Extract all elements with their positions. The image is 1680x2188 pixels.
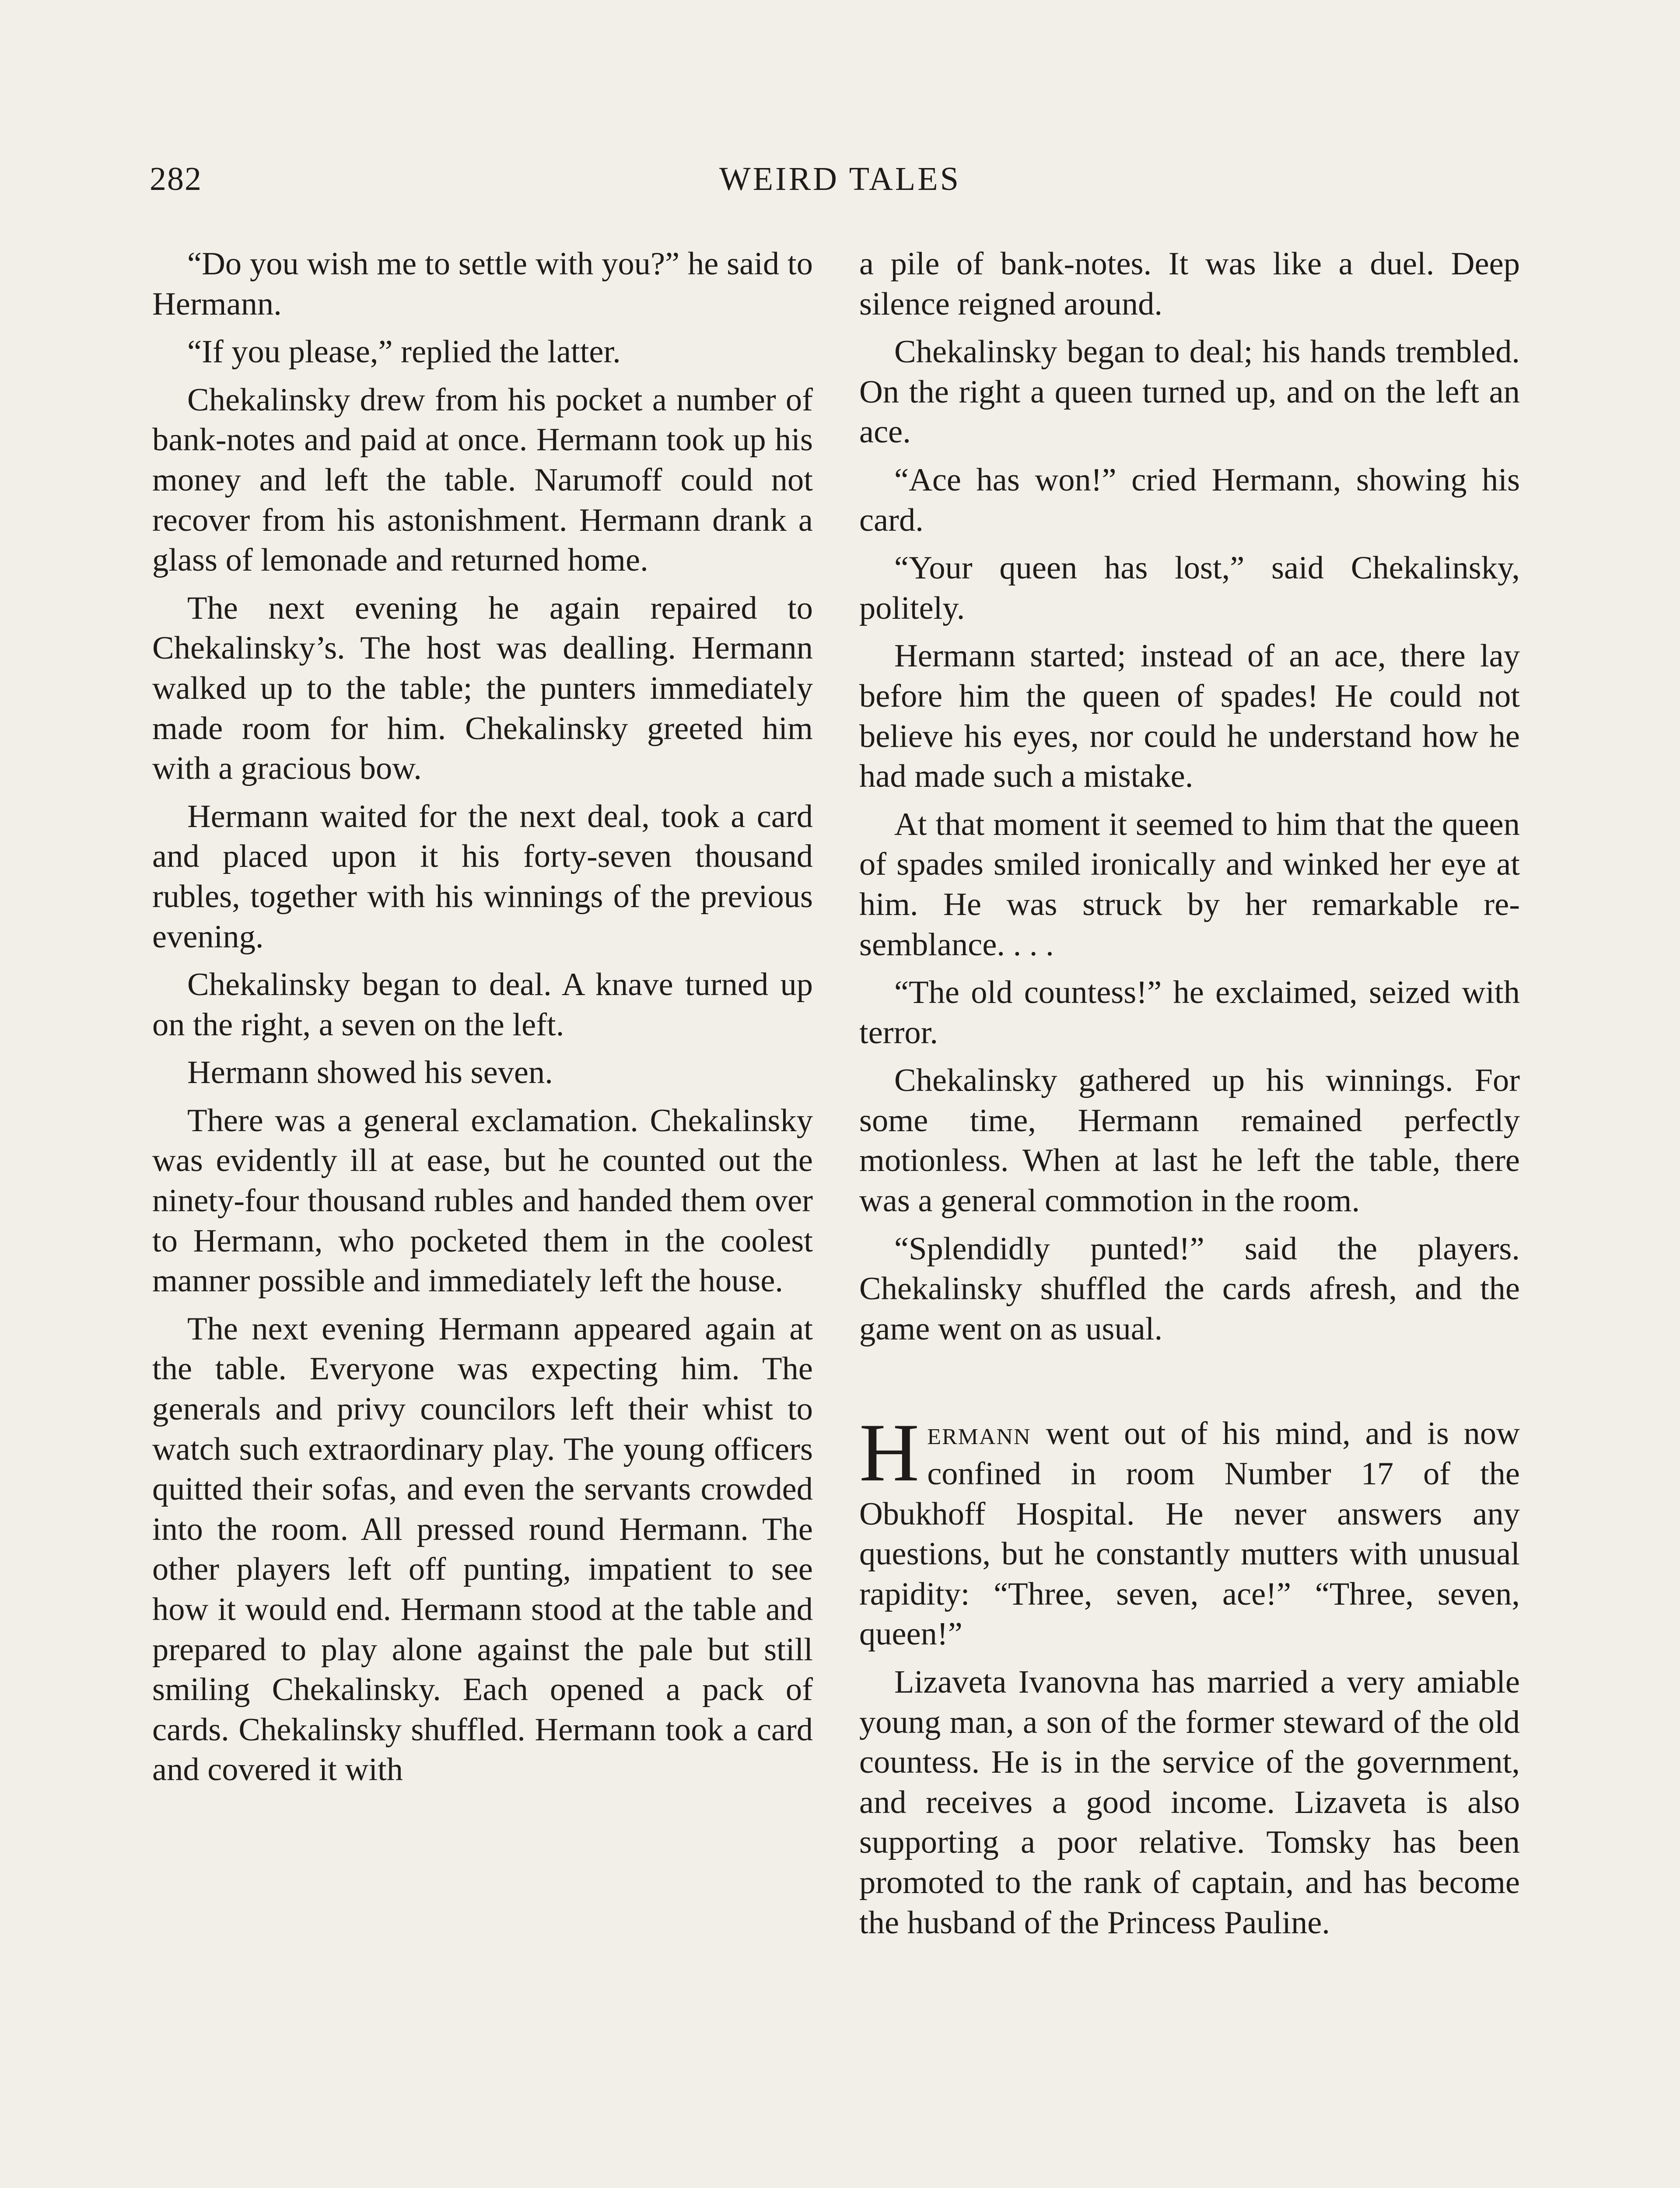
paragraph: “Splendidly punted!” said the players. Chekalinsky shuffled the cards afresh, and the game went on as usual. bbox=[859, 1231, 1520, 1347]
paragraph: “The old countess!” he exclaimed, seized with terror. bbox=[859, 975, 1520, 1051]
paragraph: Hermann waited for the next deal, took a card and placed upon it his forty-seven thousand rubles, together with his winnings of the previous evening. bbox=[152, 798, 813, 955]
paragraph: Chekalinsky gathered up his winnings. For some time, Hermann remained perfectly motionless. When at last he left the table, there was a general commotion in the room. bbox=[859, 1062, 1520, 1219]
running-head: WEIRD TALES bbox=[719, 161, 961, 197]
paragraph-text: went out of his mind, and is now confined in room Number 17 of the Obukhoff Hospital. He never answers any questions, but he constantly mutters with unusual rapidity: “Three, seven, ace!” “Three, seven, queen!” bbox=[859, 1416, 1520, 1652]
continued-paragraph: a pile of bank-notes. It was like a duel. Deep silence reigned around. bbox=[859, 246, 1520, 322]
paragraph: “Do you wish me to settle with you?” he said to Hermann. bbox=[152, 246, 813, 322]
paragraph: “Ace has won!” cried Hermann, showing his card. bbox=[859, 462, 1520, 538]
paragraph: Hermann showed his seven. bbox=[187, 1055, 553, 1091]
paragraph: At that moment it seemed to him that the queen of spades smiled ironically and winked her eye at him. He was struck by her remarkable resemblance. . . . bbox=[859, 806, 1520, 963]
small-caps-word: ermann bbox=[927, 1416, 1031, 1452]
paragraph: Hermann started; instead of an ace, there lay before him the queen of spades! He could not believe his eyes, nor could he understand how he had made such a mistake. bbox=[859, 638, 1520, 795]
paragraph: “If you please,” replied the latter. bbox=[187, 334, 621, 370]
paragraph: Chekalinsky drew from his pocket a number of bank-notes and paid at once. Hermann took up his money and left the table. Narumoff could not recover from his astonishment. Hermann drank a glass of lemonade and returned home. bbox=[152, 382, 813, 579]
paragraph: Lizaveta Ivanovna has married a very amiable young man, a son of the former steward of the old countess. He is in the service of the government, and receives a good income. Lizaveta is also supporting a poor relative. Tomsky has been promoted to the rank of captain, and has become the husband of the Princess Pauline. bbox=[859, 1664, 1520, 1941]
left-column bbox=[152, 244, 813, 1798]
paragraph: The next evening Hermann appeared again at the table. Everyone was expecting him. The generals and privy councilors left their whist to watch such extraordinary play. The young officers quitted their sofas, and even the servants crowded into the room. All pressed round Hermann. The other players left off punting, impatient to see how it would end. Hermann stood at the table and prepared to play alone against the pale but still smiling Chekalinsky. Each opened a pack of cards. Chekalinsky shuffled. Hermann took a card and covered it with bbox=[152, 1311, 813, 1788]
paragraph: There was a general exclamation. Chekalinsky was evidently ill at ease, but he counted out the ninety-four thousand rubles and handed them over to Hermann, who pocketed them in the coolest manner possible and immediately left the house. bbox=[152, 1102, 813, 1299]
section-break bbox=[859, 1357, 1520, 1414]
right-column bbox=[859, 244, 1520, 1951]
page-number: 282 bbox=[150, 161, 202, 197]
paragraph: Chekalinsky began to deal; his hands trembled. On the right a queen turned up, and on the left an ace. bbox=[859, 334, 1520, 450]
paragraph: “Your queen has lost,” said Chekalinsky, politely. bbox=[859, 550, 1520, 626]
paragraph: Chekalinsky began to deal. A knave turned up on the right, a seven on the left. bbox=[152, 967, 813, 1043]
paragraph: The next evening he again repaired to Chekalinsky’s. The host was dealling. Hermann walked up to the table; the punters immediately made room for him. Chekalinsky greeted him with a gracious bow. bbox=[152, 590, 813, 787]
epilogue-first-paragraph bbox=[859, 1407, 1520, 1655]
drop-initial: H bbox=[859, 1407, 920, 1499]
